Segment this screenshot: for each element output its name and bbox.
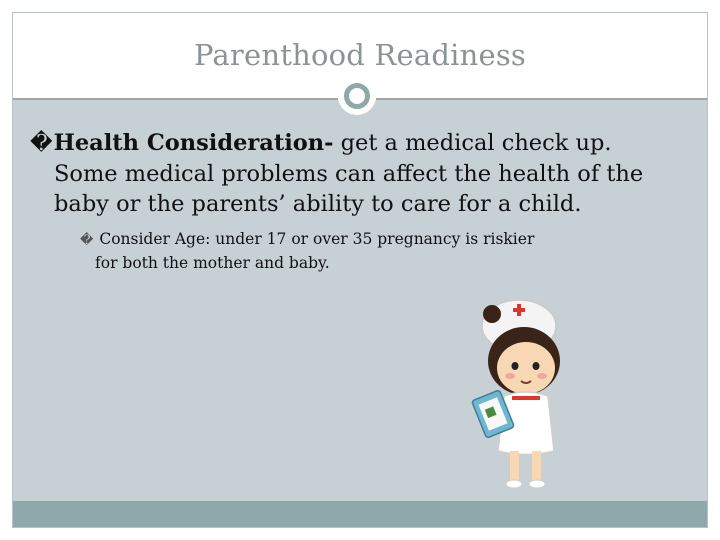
right-cheek xyxy=(537,373,547,379)
main-bullet-line-3: baby or the parents’ ability to care for a child. xyxy=(54,191,582,217)
sub-bullet-glyph: � xyxy=(80,233,94,248)
title-divider-left xyxy=(13,98,338,100)
left-leg xyxy=(510,451,519,481)
main-bullet-line-2: Some medical problems can affect the health of the xyxy=(54,161,644,187)
divider-ring-inner xyxy=(344,83,370,109)
collar xyxy=(512,396,540,400)
slide-title: Parenthood Readiness xyxy=(194,38,526,72)
left-cheek xyxy=(505,373,515,379)
hair-bun xyxy=(483,305,501,323)
right-leg xyxy=(532,451,541,481)
left-eye xyxy=(512,362,519,370)
divider-ring-ornament xyxy=(338,77,376,115)
nurse-illustration xyxy=(462,286,592,498)
face xyxy=(497,342,555,394)
title-divider-right xyxy=(376,98,707,100)
red-cross-v xyxy=(517,304,521,316)
main-bullet-bold-lead: Health Consideration- xyxy=(53,130,334,156)
sub-bullet-line-1-text: Consider Age: under 17 or over 35 pregnancy is riskier xyxy=(99,230,535,248)
main-bullet xyxy=(30,128,695,219)
right-shoe xyxy=(529,480,545,488)
bullet-glyph: � xyxy=(30,131,53,156)
main-bullet-line-1-rest: get a medical check up. xyxy=(333,130,612,156)
left-shoe xyxy=(506,480,522,488)
main-bullet-line-1 xyxy=(30,128,695,159)
footer-bar xyxy=(13,501,707,527)
sub-bullet xyxy=(80,228,700,275)
right-eye xyxy=(533,362,540,370)
sub-bullet-line-2: for both the mother and baby. xyxy=(95,254,330,272)
sub-bullet-line-1 xyxy=(80,228,700,252)
